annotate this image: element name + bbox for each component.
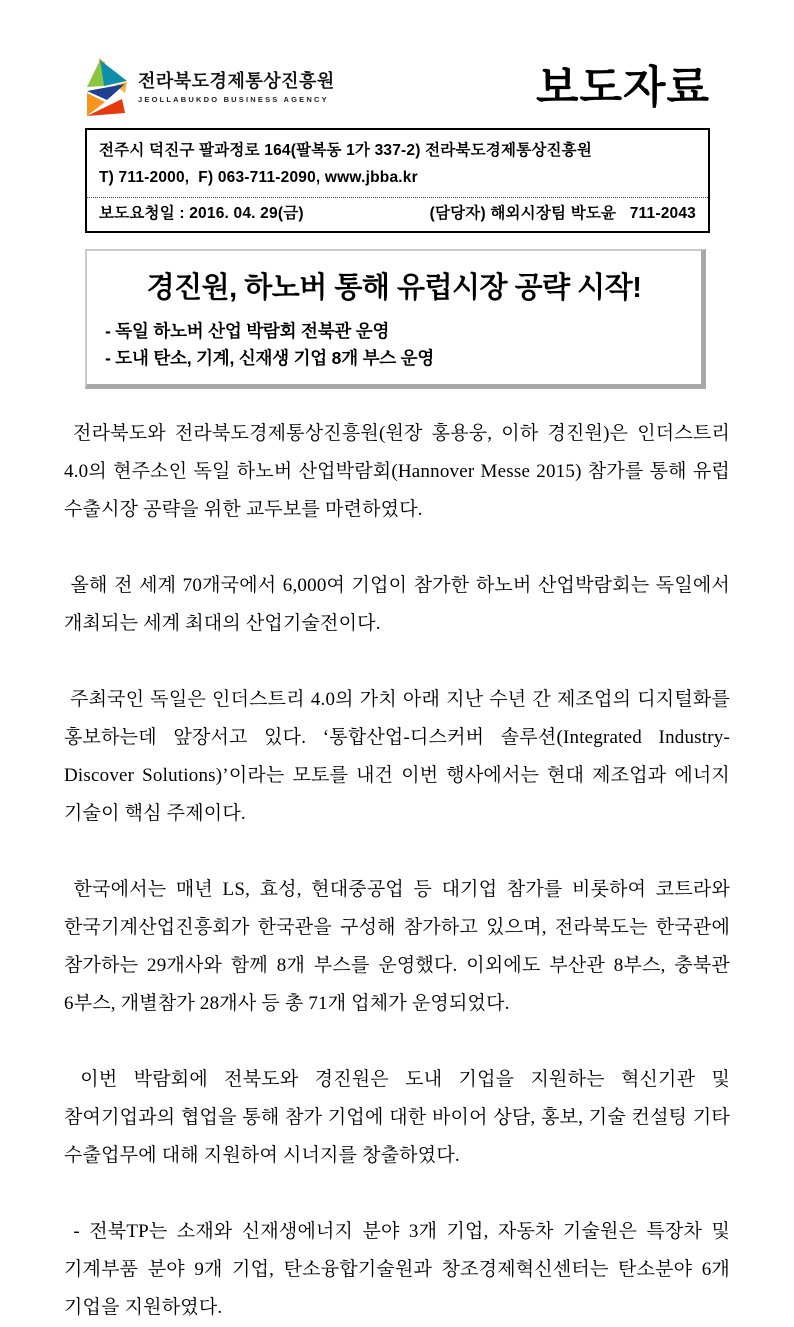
org-logo-text: [138, 72, 335, 104]
contact-info-box: [85, 128, 710, 233]
body-paragraph-3: 주최국인 독일은 인더스트리 4.0의 가치 아래 지난 수년 간 제조업의 디지털화를 홍보하는데 앞장서고 있다. ‘통합산업-디스커버 솔루션(Integrated Industry-Discover Solutions)’이라는 모토를 내건 이번 행사에서는 현대 제조업과 에너지 기술이 핵심 주제이다.: [64, 689, 735, 825]
doc-type-title: 보도자료: [535, 63, 710, 112]
headline-bullet-2: - 도내 탄소, 기계, 신재생 기업 8개 부스 운영: [105, 348, 435, 369]
org-logo-icon: [85, 58, 131, 118]
body-paragraph-1: 전라북도와 전라북도경제통상진흥원(원장 홍용웅, 이하 경진원)은 인더스트리 4.0의 현주소인 독일 하노버 산업박람회(Hannover Messe 2015) 참가를 통해 유럽 수출시장 공략을 위한 교두보를 마련하였다.: [64, 423, 735, 521]
contact-line: T) 711-2000, F) 063-711-2090, www.jbba.kr: [99, 169, 418, 187]
org-logo: [85, 58, 335, 118]
body-paragraph-2: 올해 전 세계 70개국에서 6,000여 기업이 참가한 하노버 산업박람회는 독일에서 개최되는 세계 최대의 산업기술전이다.: [64, 575, 735, 635]
headline-title: 경진원, 하노버 통해 유럽시장 공략 시작!: [146, 271, 642, 304]
org-name-ko: 전라북도경제통상진흥원: [138, 71, 335, 92]
address-line: 전주시 덕진구 팔과정로 164(팔복동 1가 337-2) 전라북도경제통상진흥원: [99, 142, 593, 159]
body-paragraph-5: 이번 박람회에 전북도와 경진원은 도내 기업을 지원하는 혁신기관 및 참여기업과의 협업을 통해 참가 기업에 대한 바이어 상담, 홍보, 기술 컨설팅 기타 수출업무에 대해 지원하여 시너지를 창출하였다.: [64, 1069, 735, 1167]
body-paragraph-6: - 전북TP는 소재와 신재생에너지 분야 3개 기업, 자동차 기술원은 특장차 및 기계부품 분야 9개 기업, 탄소융합기술원과 창조경제혁신센터는 탄소분야 6개 기업을 지원하였다.: [64, 1221, 735, 1319]
org-name-en: JEOLLABUKDO BUSINESS AGENCY: [138, 94, 329, 104]
body-paragraph-4: 한국에서는 매년 LS, 효성, 현대중공업 등 대기업 참가를 비롯하여 코트라와 한국기계산업진흥회가 한국관을 구성해 참가하고 있으며, 전라북도는 한국관에 참가하는 29개사와 함께 8개 부스를 운영했다. 이외에도 부산관 8부스, 충북관 6부스, 개별참가 28개사 등 총 71개 업체가 운영되었다.: [64, 879, 735, 1015]
headline-bullet-1: - 독일 하노버 산업 박람회 전북관 운영: [105, 320, 390, 341]
contact-info-top: [87, 130, 708, 198]
contact-info-bottom: [87, 198, 708, 231]
manager-line: (담당자) 해외시장팀 박도윤 711-2043: [429, 205, 696, 223]
article-body: [64, 415, 735, 1327]
request-date-line: 보도요청일 : 2016. 04. 29(금): [99, 205, 304, 223]
masthead: [85, 58, 710, 120]
headline-box: [85, 249, 706, 389]
